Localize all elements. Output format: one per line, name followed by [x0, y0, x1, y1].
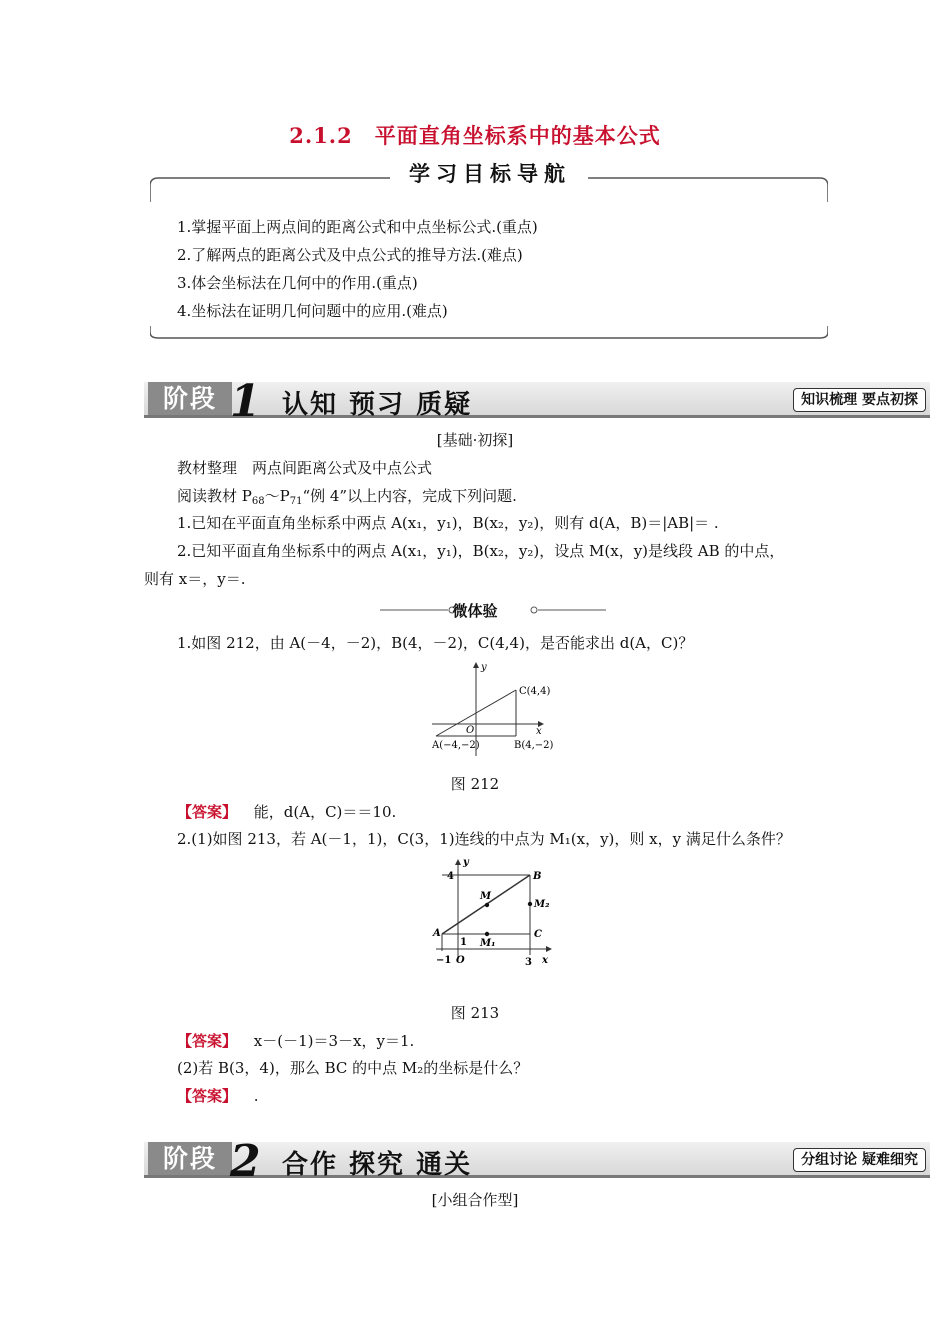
answer-3-text: .	[253, 1087, 259, 1105]
answer-1	[177, 801, 396, 822]
axis-y-label: y	[481, 662, 487, 673]
answer-1-text: 能，d(A，C)＝＝10.	[253, 803, 397, 821]
answer-2	[177, 1030, 414, 1051]
reading-text-b: ～P	[264, 487, 290, 505]
question-2: 2.已知平面直角坐标系中的两点 A(x₁，y₁)，B(x₂，y₂)，设点 M(x，y)是线段 AB 的中点，	[177, 542, 785, 560]
exercise-1: 1.如图 212，由 A(－4，－2)，B(4，－2)，C(4,4)，是否能求出 d(A，C)？	[177, 634, 694, 652]
section-basic: [基础·初探]	[436, 431, 514, 449]
point-m2-label: M₂	[534, 899, 550, 910]
page-sub-b: 71	[289, 496, 303, 507]
answer-2-text: x－(－1)＝3－x，y＝1.	[253, 1032, 415, 1050]
goal-item: 2.了解两点的距离公式及中点公式的推导方法.(难点)	[177, 246, 523, 264]
experience-title: 微体验	[452, 602, 498, 620]
question-1: 1.已知在平面直角坐标系中两点 A(x₁，y₁)，B(x₂，y₂)，则有 d(A，B)＝|AB|＝ .	[177, 514, 719, 532]
reading-text-c: “例 4”以上内容，完成下列问题.	[302, 487, 517, 505]
origin-label: O	[466, 725, 475, 736]
figure-212	[428, 660, 558, 758]
point-c-label: C	[534, 929, 542, 940]
origin-label: O	[456, 955, 465, 966]
answer-3	[177, 1085, 259, 1106]
stage-tag: 分组讨论 疑难细究	[793, 1148, 926, 1172]
goal-item: 1.掌握平面上两点间的距离公式和中点坐标公式.(重点)	[177, 218, 538, 236]
point-b-label: B	[533, 871, 542, 882]
page-sub-a: 68	[251, 496, 265, 507]
material-line: 教材整理 两点间距离公式及中点公式	[177, 459, 433, 477]
stage-label: 阶段	[148, 382, 232, 415]
figure-212-caption: 图 212	[450, 775, 500, 793]
section-group: [小组合作型]	[431, 1191, 519, 1209]
tick-1: 1	[460, 937, 467, 948]
goal-item: 4.坐标法在证明几何问题中的应用.(难点)	[177, 302, 448, 320]
tick-3: 3	[525, 957, 532, 968]
reading-line	[177, 485, 517, 507]
answer-label: 【答案】	[177, 803, 238, 821]
figure-213	[430, 855, 560, 969]
point-a-label: A(−4,−2)	[432, 740, 480, 751]
point-m1-label: M₁	[480, 938, 496, 949]
goals-header: 学习目标导航	[395, 158, 585, 188]
exercise-3: (2)若 B(3，4)，那么 BC 的中点 M₂的坐标是什么？	[177, 1059, 529, 1077]
axis-x-label: x	[542, 955, 548, 966]
axis-x-label: x	[536, 726, 542, 737]
answer-label: 【答案】	[177, 1032, 238, 1050]
answer-label: 【答案】	[177, 1087, 238, 1105]
stage-2-banner	[144, 1136, 930, 1187]
point-m-label: M	[480, 891, 492, 902]
tick-neg1: −1	[436, 955, 452, 966]
question-2-cont: 则有 x＝，y＝.	[144, 570, 246, 588]
stage-number: 1	[230, 376, 261, 427]
stage-number: 2	[230, 1136, 261, 1187]
axis-y-label: y	[463, 857, 469, 868]
tick-4: 4	[447, 871, 454, 882]
point-b-label: B(4,−2)	[514, 740, 554, 751]
exercise-2: 2.(1)如图 213，若 A(－1，1)，C(3，1)连线的中点为 M₁(x，y)，则 x，y 满足什么条件？	[177, 830, 791, 848]
stage-label: 阶段	[148, 1142, 232, 1175]
stage-title: 合作 探究 通关	[282, 1150, 473, 1180]
goal-item: 3.体会坐标法在几何中的作用.(重点)	[177, 274, 418, 292]
stage-title: 认知 预习 质疑	[282, 390, 473, 420]
point-a-label: A	[433, 928, 441, 939]
stage-tag: 知识梳理 要点初探	[793, 388, 926, 412]
figure-213-caption: 图 213	[450, 1004, 500, 1022]
reading-text-a: 阅读教材 P	[177, 487, 252, 505]
stage-1-banner	[144, 376, 930, 427]
page-title: 2.1.2 平面直角坐标系中的基本公式	[289, 123, 661, 148]
point-c-label: C(4,4)	[519, 686, 551, 697]
